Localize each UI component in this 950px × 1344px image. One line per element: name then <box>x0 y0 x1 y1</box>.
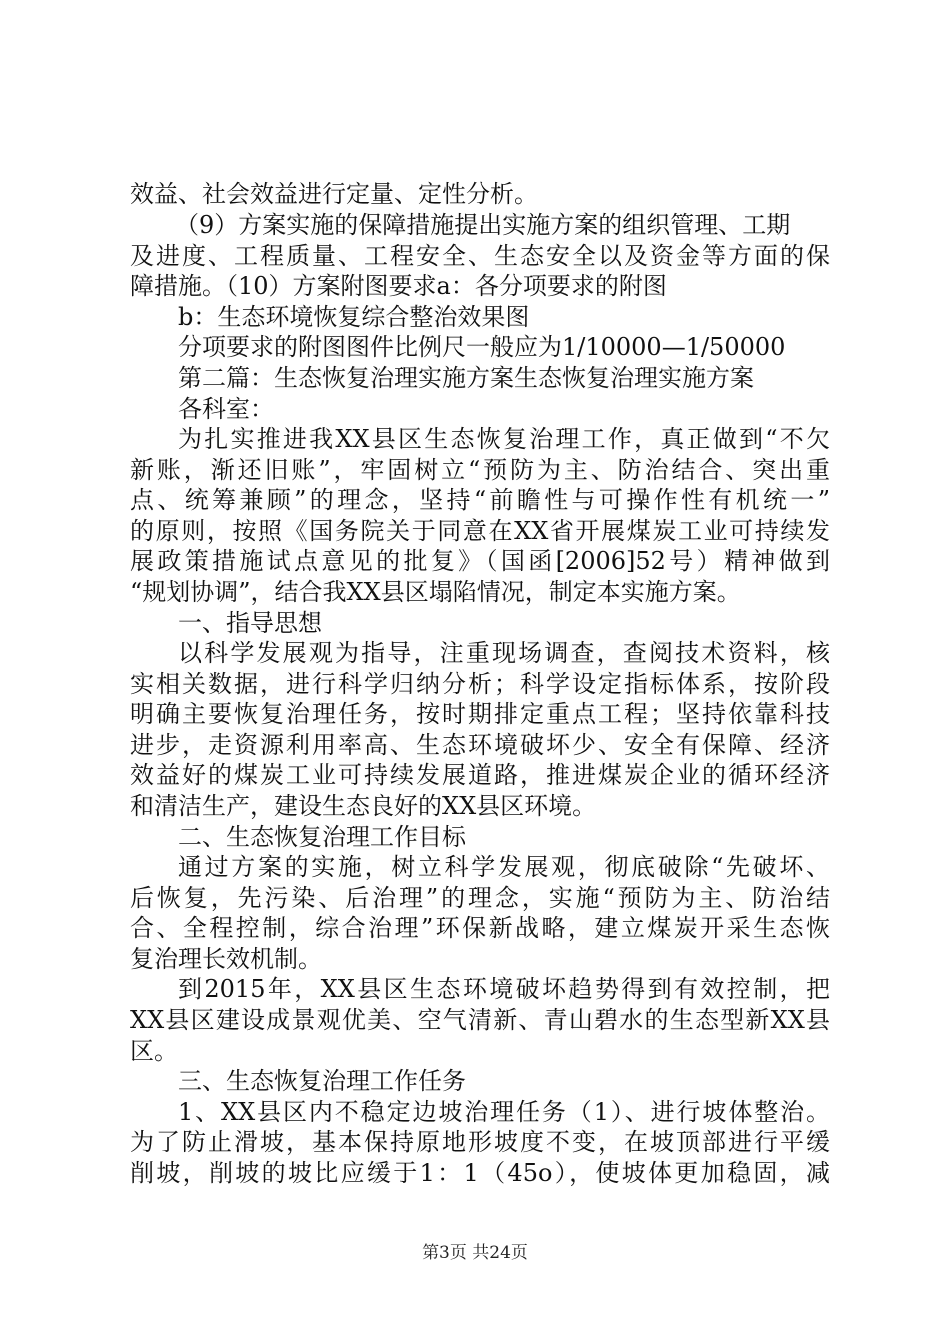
paragraph-line: 进步，走资源利用率高、生态环境破坏少、安全有保障、经济 <box>130 731 830 759</box>
paragraph-line: 复治理长效机制。 <box>130 945 322 973</box>
page-footer: 第3页 共24页 <box>422 1243 528 1263</box>
paragraph-line: 为扎实推进我XX县区生态恢复治理工作，真正做到“不欠 <box>178 425 830 453</box>
paragraph-line: 明确主要恢复治理任务，按时期排定重点工程；坚持依靠科技 <box>130 700 830 728</box>
paragraph-line: 点、统筹兼顾”的理念，坚持“前瞻性与可操作性有机统一” <box>130 486 830 514</box>
section-heading: 三、生态恢复治理工作任务 <box>178 1067 466 1095</box>
paragraph-line: （9）方案实施的保障措施提出实施方案的组织管理、工期 <box>175 211 791 239</box>
paragraph-line: 的原则，按照《国务院关于同意在XX省开展煤炭工业可持续发 <box>130 517 830 545</box>
paragraph-line: 合、全程控制，综合治理”环保新战略，建立煤炭开采生态恢 <box>130 914 830 942</box>
paragraph-line: 1、XX县区内不稳定边坡治理任务（1）、进行坡体整治。 <box>178 1098 830 1126</box>
paragraph-line: 为了防止滑坡，基本保持原地形坡度不变，在坡顶部进行平缓 <box>130 1128 830 1156</box>
paragraph-line: 效益、社会效益进行定量、定性分析。 <box>130 180 538 208</box>
paragraph-line: 新账，渐还旧账”，牢固树立“预防为主、防治结合、突出重 <box>130 456 830 484</box>
paragraph-line: 后恢复，先污染、后治理”的理念，实施“预防为主、防治结 <box>130 884 830 912</box>
paragraph-line: 以科学发展观为指导，注重现场调查，查阅技术资料，核 <box>178 639 830 667</box>
salutation: 各科室： <box>178 395 274 423</box>
paragraph-line: b：生态环境恢复综合整治效果图 <box>178 303 530 331</box>
paragraph-line: XX县区建设成景观优美、空气清新、青山碧水的生态型新XX县 <box>130 1006 830 1034</box>
paragraph-line: “规划协调”，结合我XX县区塌陷情况，制定本实施方案。 <box>130 578 741 606</box>
paragraph-line: 障措施。（10）方案附图要求a：各分项要求的附图 <box>130 272 667 300</box>
paragraph-line: 及进度、工程质量、工程安全、生态安全以及资金等方面的保 <box>130 242 830 270</box>
paragraph-line: 通过方案的实施，树立科学发展观，彻底破除“先破坏、 <box>178 853 830 881</box>
paragraph-line: 效益好的煤炭工业可持续发展道路，推进煤炭企业的循环经济 <box>130 761 830 789</box>
section-heading: 二、生态恢复治理工作目标 <box>178 823 466 851</box>
paragraph-line: 分项要求的附图图件比例尺一般应为1/10000—1/50000 <box>178 333 786 361</box>
section-heading: 第二篇：生态恢复治理实施方案生态恢复治理实施方案 <box>178 364 754 392</box>
paragraph-line: 区。 <box>130 1037 178 1065</box>
paragraph-line: 展政策措施试点意见的批复》（国函[2006]52号）精神做到 <box>130 547 830 575</box>
section-heading: 一、指导思想 <box>178 609 322 637</box>
paragraph-line: 和清洁生产，建设生态良好的XX县区环境。 <box>130 792 597 820</box>
paragraph-line: 实相关数据，进行科学归纳分析；科学设定指标体系，按阶段 <box>130 670 830 698</box>
paragraph-line: 削坡，削坡的坡比应缓于1：1（45o），使坡体更加稳固，减 <box>130 1159 830 1187</box>
paragraph-line: 到2015年，XX县区生态环境破坏趋势得到有效控制，把 <box>178 975 830 1003</box>
